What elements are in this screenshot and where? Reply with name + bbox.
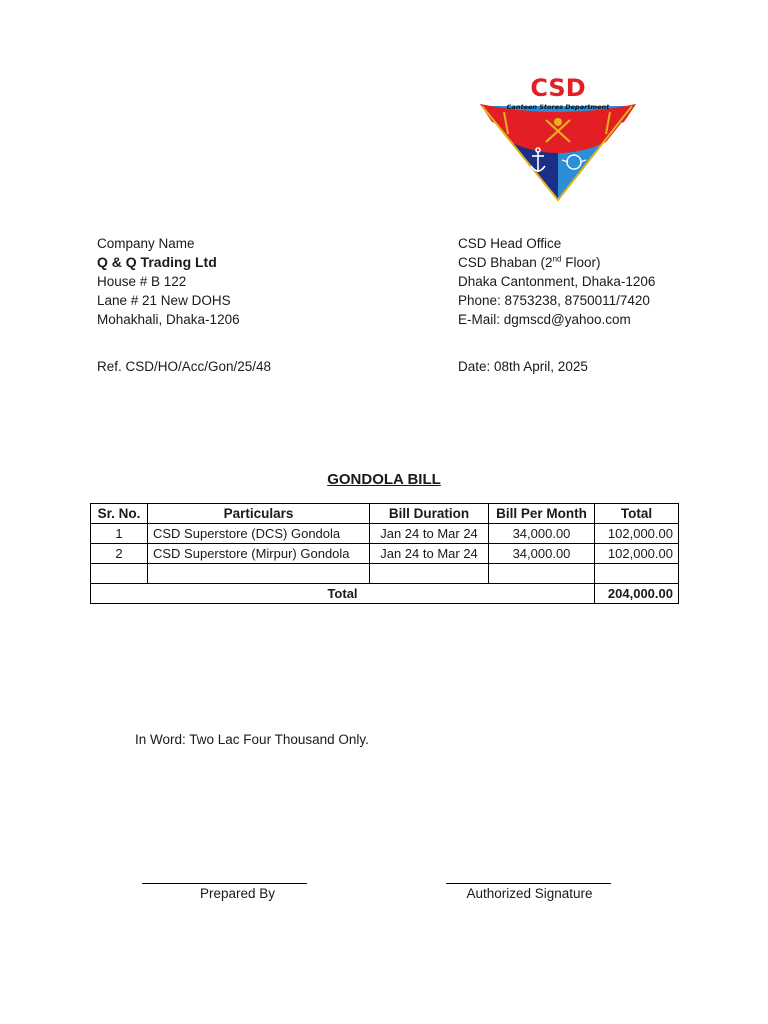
recipient-address — [458, 234, 655, 329]
cell-sr-no: 2 — [91, 544, 148, 564]
prepared-by-signature-line — [142, 883, 307, 884]
sender-area: Mohakhali, Dhaka-1206 — [97, 312, 240, 327]
header-bill-per-month: Bill Per Month — [489, 504, 595, 524]
logo-full-name: Canteen Stores Department — [506, 103, 610, 111]
recipient-building: CSD Bhaban (2nd Floor) — [458, 254, 601, 270]
csd-logo — [476, 72, 638, 202]
total-label: Total — [91, 584, 595, 604]
cell-particulars: CSD Superstore (DCS) Gondola — [148, 524, 370, 544]
recipient-email: E-Mail: dgmscd@yahoo.com — [458, 312, 631, 327]
table-header-row — [91, 504, 679, 524]
cell-total: 102,000.00 — [595, 524, 679, 544]
amount-in-words: In Word: Two Lac Four Thousand Only. — [135, 732, 369, 747]
cell-bill-duration: Jan 24 to Mar 24 — [370, 524, 489, 544]
prepared-by-label: Prepared By — [199, 886, 276, 901]
cell-bill-per-month: 34,000.00 — [489, 524, 595, 544]
sender-lane: Lane # 21 New DOHS — [97, 293, 231, 308]
cell-particulars: CSD Superstore (Mirpur) Gondola — [148, 544, 370, 564]
header-sr-no: Sr. No. — [91, 504, 148, 524]
sender-address — [97, 234, 240, 329]
sender-house: House # B 122 — [97, 274, 187, 289]
csd-emblem-icon — [476, 72, 638, 202]
table-empty-row — [91, 564, 679, 584]
cell-bill-per-month: 34,000.00 — [489, 544, 595, 564]
recipient-office: CSD Head Office — [458, 236, 562, 251]
table-total-row — [91, 584, 679, 604]
recipient-phone: Phone: 8753238, 8750011/7420 — [458, 293, 650, 308]
reference-number: Ref. CSD/HO/Acc/Gon/25/48 — [97, 359, 272, 374]
cell-sr-no: 1 — [91, 524, 148, 544]
recipient-cantonment: Dhaka Cantonment, Dhaka-1206 — [458, 274, 656, 289]
table-row — [91, 544, 679, 564]
logo-acronym: CSD — [530, 74, 586, 102]
company-name-label: Company Name — [97, 236, 195, 251]
header-bill-duration: Bill Duration — [370, 504, 489, 524]
cell-total: 102,000.00 — [595, 544, 679, 564]
authorized-signature-line — [446, 883, 611, 884]
total-value: 204,000.00 — [595, 584, 679, 604]
document-title: GONDOLA BILL — [327, 471, 441, 488]
cell-bill-duration: Jan 24 to Mar 24 — [370, 544, 489, 564]
company-name: Q & Q Trading Ltd — [97, 254, 217, 270]
header-total: Total — [595, 504, 679, 524]
table-row — [91, 524, 679, 544]
authorized-signature-label: Authorized Signature — [466, 886, 593, 901]
header-particulars: Particulars — [148, 504, 370, 524]
bill-date: Date: 08th April, 2025 — [458, 359, 588, 374]
bill-table — [90, 503, 679, 604]
